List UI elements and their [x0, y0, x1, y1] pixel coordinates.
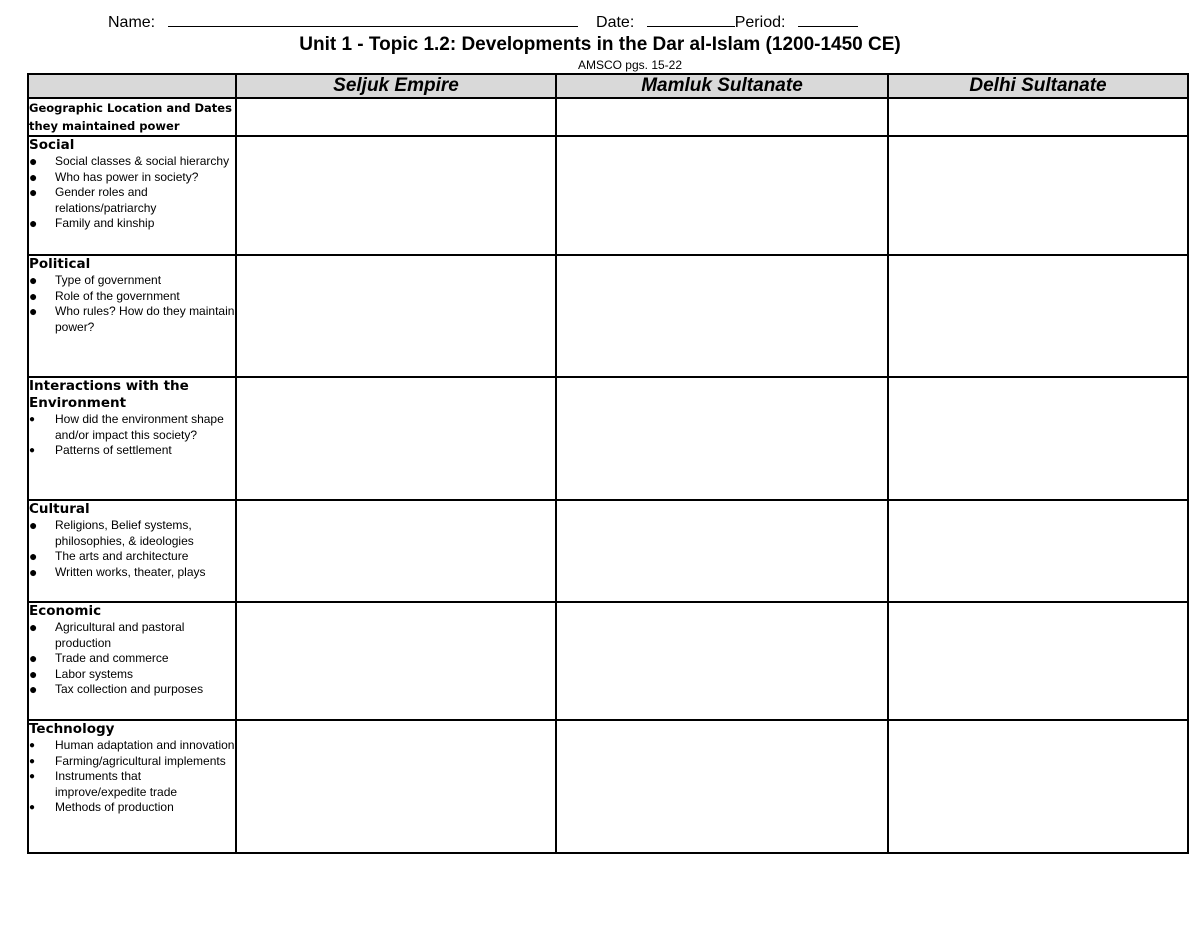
table-header-row — [28, 74, 1188, 98]
period-field[interactable] — [798, 12, 858, 27]
answer-cell[interactable] — [236, 136, 556, 255]
list-item: ● Tax collection and purposes — [29, 681, 204, 697]
list-item: ● Who has power in society? — [29, 168, 199, 185]
row-header-environment — [28, 377, 236, 500]
answer-cell[interactable] — [556, 500, 888, 602]
row-header-cultural — [28, 500, 236, 602]
answer-cell[interactable] — [888, 255, 1188, 377]
period-label: Period: — [734, 14, 786, 31]
list-item: ● Human adaptation and innovation — [29, 738, 235, 752]
list-item: ● Family and kinship — [29, 215, 155, 231]
answer-cell[interactable] — [236, 377, 556, 500]
answer-cell[interactable] — [236, 720, 556, 853]
table-row — [28, 377, 1188, 500]
row-category: Geographic Location and Dates they maintained power — [29, 101, 232, 133]
answer-cell[interactable] — [888, 136, 1188, 255]
list-item: ● Methods of production — [29, 800, 174, 814]
answer-cell[interactable] — [236, 98, 556, 136]
column-header-seljuk: Seljuk Empire — [236, 74, 556, 98]
row-header-technology — [28, 720, 236, 853]
list-item: ● Agricultural and pastoral production — [29, 619, 185, 650]
bullet-icon: ● — [29, 740, 36, 751]
answer-cell[interactable] — [556, 98, 888, 136]
bullet-icon: ● — [29, 619, 38, 635]
answer-cell[interactable] — [556, 377, 888, 500]
list-item: ● Labor systems — [29, 665, 134, 682]
organizer-table — [27, 73, 1189, 854]
student-info-line — [108, 12, 1008, 32]
row-category: Interactions with the Environment — [29, 378, 189, 411]
list-item: ● Gender roles and relations/patriarchy — [29, 184, 157, 215]
bullet-icon: ● — [29, 184, 38, 200]
bullet-icon: ● — [29, 802, 36, 813]
name-field[interactable] — [168, 12, 578, 27]
table-row — [28, 136, 1188, 255]
list-item: ● How did the environment shape and/or impact this society? — [29, 412, 224, 442]
answer-cell[interactable] — [888, 602, 1188, 720]
table-row — [28, 720, 1188, 853]
bullet-icon: ● — [29, 287, 38, 304]
answer-cell[interactable] — [556, 255, 888, 377]
table-row — [28, 255, 1188, 377]
bullet-icon: ● — [29, 414, 36, 425]
bullet-list — [29, 738, 235, 816]
list-item: ● Who rules? How do they maintain power? — [29, 303, 235, 334]
list-item: ● Social classes & social hierarchy — [29, 153, 230, 169]
row-header-economic — [28, 602, 236, 720]
list-item: ● The arts and architecture — [29, 548, 189, 564]
bullet-icon: ● — [29, 272, 38, 288]
column-header-delhi: Delhi Sultanate — [888, 74, 1188, 98]
row-category: Political — [29, 256, 91, 272]
list-item: ● Type of government — [29, 272, 162, 288]
answer-cell[interactable] — [556, 136, 888, 255]
table-row — [28, 98, 1188, 136]
bullet-icon: ● — [29, 755, 36, 767]
name-label: Name: — [108, 14, 156, 31]
answer-cell[interactable] — [236, 500, 556, 602]
list-item: ● Farming/agricultural implements — [29, 753, 226, 768]
answer-cell[interactable] — [888, 98, 1188, 136]
date-field[interactable] — [647, 12, 735, 27]
answer-cell[interactable] — [888, 720, 1188, 853]
bullet-list — [29, 620, 235, 698]
bullet-icon: ● — [29, 771, 36, 782]
bullet-icon: ● — [29, 168, 38, 185]
bullet-list — [29, 273, 235, 335]
row-header-social — [28, 136, 236, 255]
date-label: Date: — [596, 14, 635, 31]
row-header-geographic — [28, 98, 236, 136]
row-category: Social — [29, 137, 75, 153]
bullet-list — [29, 412, 235, 459]
answer-cell[interactable] — [888, 377, 1188, 500]
page-subtitle: AMSCO pgs. 15-22 — [577, 58, 683, 72]
bullet-list — [29, 518, 235, 580]
bullet-icon: ● — [29, 517, 38, 533]
bullet-icon: ● — [29, 153, 38, 169]
row-header-political — [28, 255, 236, 377]
page-title: Unit 1 - Topic 1.2: Developments in the Dar al-Islam (1200-1450 CE) — [299, 34, 901, 55]
answer-cell[interactable] — [888, 500, 1188, 602]
row-category: Economic — [29, 603, 102, 619]
answer-cell[interactable] — [556, 720, 888, 853]
corner-header-cell — [28, 74, 236, 98]
table-row — [28, 602, 1188, 720]
bullet-icon: ● — [29, 215, 38, 231]
list-item: ● Trade and commerce — [29, 650, 169, 666]
list-item: ● Patterns of settlement — [29, 443, 172, 457]
row-category: Cultural — [29, 501, 90, 517]
bullet-icon: ● — [29, 563, 38, 580]
bullet-icon: ● — [29, 445, 36, 456]
bullet-icon: ● — [29, 665, 38, 682]
answer-cell[interactable] — [556, 602, 888, 720]
bullet-icon: ● — [29, 303, 38, 319]
bullet-list — [29, 154, 235, 232]
list-item: ● Written works, theater, plays — [29, 563, 206, 580]
bullet-icon: ● — [29, 548, 38, 564]
answer-cell[interactable] — [236, 602, 556, 720]
table-row — [28, 500, 1188, 602]
bullet-icon: ● — [29, 650, 38, 666]
list-item: ● Instruments that improve/expedite trade — [29, 769, 178, 799]
list-item: ● Role of the government — [29, 287, 180, 304]
answer-cell[interactable] — [236, 255, 556, 377]
list-item: ● Religions, Belief systems, philosophies, & ideologies — [29, 517, 194, 548]
bullet-icon: ● — [29, 681, 38, 697]
row-category: Technology — [29, 721, 115, 737]
column-header-mamluk: Mamluk Sultanate — [556, 74, 888, 98]
